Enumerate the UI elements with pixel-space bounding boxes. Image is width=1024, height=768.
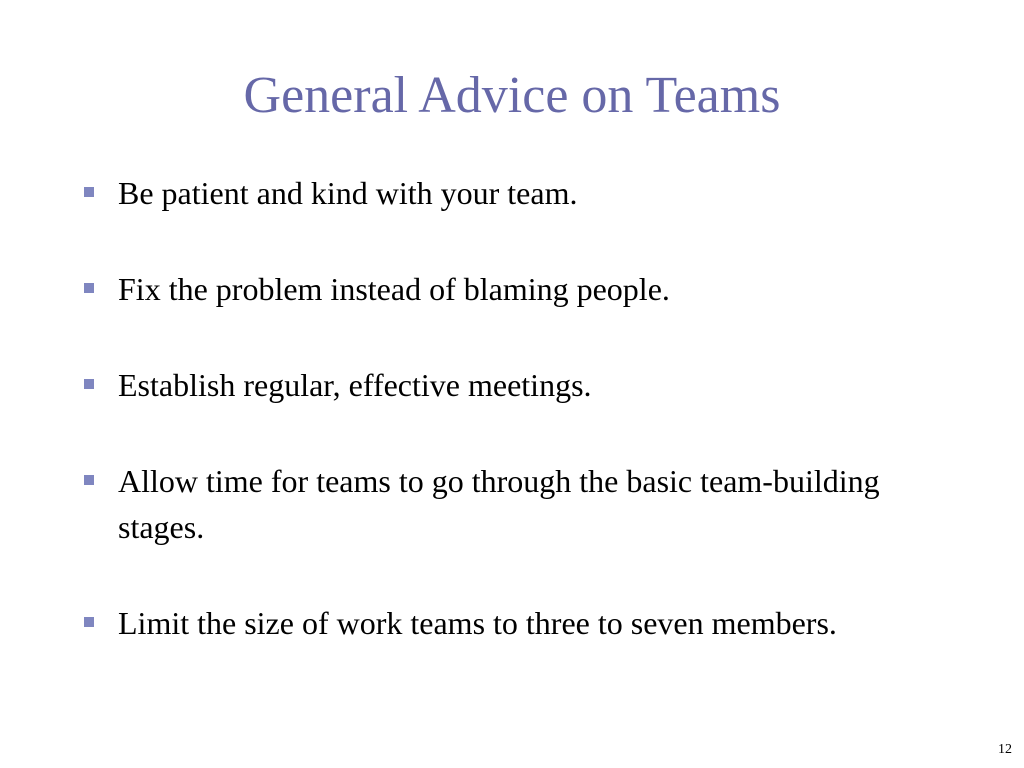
bullet-item (80, 600, 950, 646)
square-bullet-icon (84, 283, 94, 293)
square-bullet-icon (84, 617, 94, 627)
bullet-item (80, 362, 950, 408)
bullet-text: Allow time for teams to go through the basic team-building stages. (118, 463, 880, 545)
square-bullet-icon (84, 475, 94, 485)
page-number: 12 (998, 742, 1012, 757)
bullet-text: Be patient and kind with your team. (118, 175, 578, 211)
bullet-item (80, 266, 950, 312)
square-bullet-icon (84, 379, 94, 389)
slide-title: General Advice on Teams (243, 67, 781, 124)
square-bullet-icon (84, 187, 94, 197)
bullet-text: Fix the problem instead of blaming people. (118, 271, 670, 307)
bullet-text: Establish regular, effective meetings. (118, 367, 592, 403)
bullet-item (80, 170, 950, 216)
bullet-item (80, 458, 950, 550)
bullet-list (80, 170, 950, 696)
bullet-text: Limit the size of work teams to three to seven members. (118, 605, 837, 641)
